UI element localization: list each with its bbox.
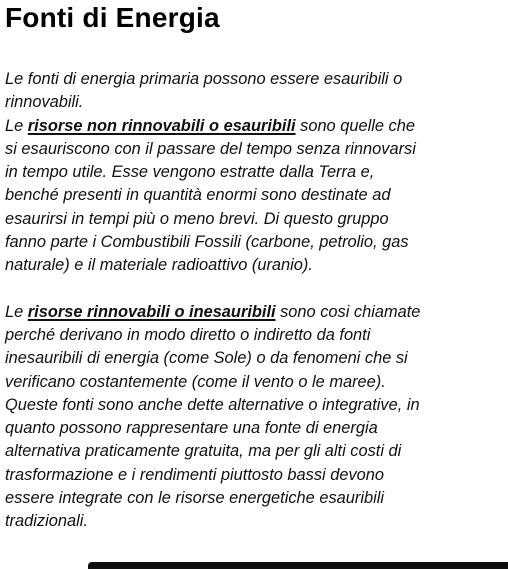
paragraph-3-suffix: sono cosi chiamate	[275, 302, 421, 321]
paragraph-3-prefix: Le	[5, 302, 28, 321]
page-title: Fonti di Energia	[5, 2, 220, 33]
paragraph-3-line: trasformazione e i rendimenti piuttosto bassi devono	[5, 465, 385, 484]
paragraph-3-first-line	[5, 301, 505, 324]
paragraph-2-line: benché presenti in quantità enormi sono destinate ad	[5, 186, 391, 205]
paragraph-3-line: inesauribili di energia (come Sole) o da fenomeni che si	[5, 349, 408, 368]
paragraph-2-line: fanno parte i Combustibili Fossili (carbone, petrolio, gas	[5, 233, 409, 252]
non-renewable-resources-term: risorse non rinnovabili o esauribili	[27, 116, 296, 135]
paragraph-3-line: quanto possono rappresentare una fonte di energia	[5, 419, 378, 438]
bottom-scroll-bar	[88, 562, 508, 569]
paragraph-2-line: naturale) e il materiale radioattivo (uranio).	[5, 256, 313, 275]
paragraph-3-line: alternativa praticamente gratuita, ma per gli alti costi di	[5, 442, 402, 461]
paragraph-3-line: essere integrate con le risorse energetiche esauribili	[5, 489, 385, 508]
paragraph-3-line: Queste fonti sono anche dette alternative o integrative, in	[5, 395, 420, 414]
document-body	[5, 68, 505, 534]
paragraph-3-line: verificano costantemente (come il vento o le maree).	[5, 372, 386, 391]
paragraph-2-line: si esauriscono con il passare del tempo senza rinnovarsi	[5, 139, 416, 158]
paragraph-2-suffix: sono quelle che	[295, 116, 415, 135]
paragraph-2-first-line	[5, 115, 505, 138]
paragraph-3-line: tradizionali.	[5, 512, 88, 531]
paragraph-2-line: esaurirsi in tempi più o meno brevi. Di questo gruppo	[5, 209, 389, 228]
paragraph-2-line: in tempo utile. Esse vengono estratte dalla Terra e,	[5, 163, 375, 182]
paragraph-3-line: perché derivano in modo diretto o indiretto da fonti	[5, 325, 371, 344]
paragraph-1-line: Le fonti di energia primaria possono essere esauribili o	[5, 70, 403, 88]
paragraph-1-line: rinnovabili.	[5, 93, 84, 112]
paragraph-2-prefix: Le	[5, 116, 28, 135]
renewable-resources-term: risorse rinnovabili o inesauribili	[27, 302, 276, 321]
